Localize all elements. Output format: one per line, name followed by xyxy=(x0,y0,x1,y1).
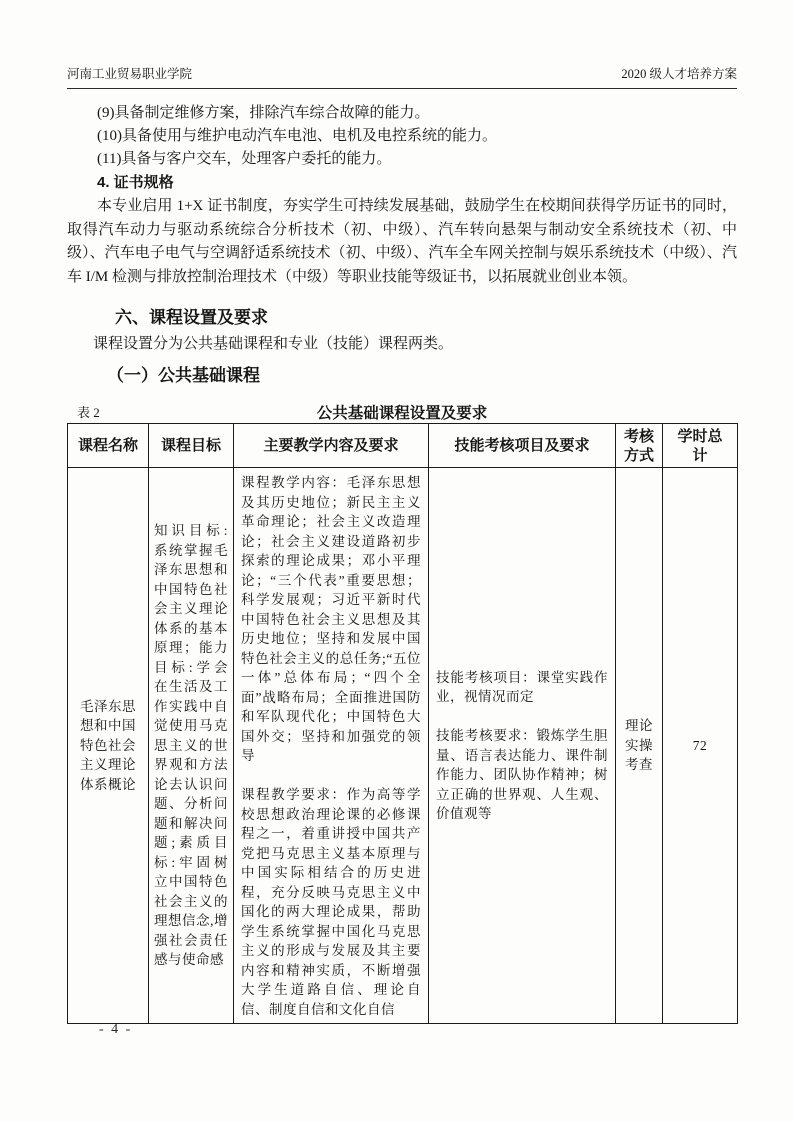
table-caption: 公共基础课程设置及要求 xyxy=(316,405,488,422)
column-header-assessment: 技能考核项目及要求 xyxy=(429,424,616,468)
page-header xyxy=(67,66,737,89)
table-row-mao-theory-course xyxy=(68,468,738,1024)
ability-item-11: (11)具备与客户交车，处理客户委托的能力。 xyxy=(97,151,392,167)
column-header-course-name: 课程名称 xyxy=(68,424,149,468)
table-caption-row xyxy=(67,401,737,422)
column-header-objectives: 课程目标 xyxy=(149,424,234,468)
ability-item-10: (10)具备使用与维护电动汽车电池、电机及电控系统的能力。 xyxy=(97,128,497,144)
cell-course-objectives: 知识目标:系统掌握毛泽东思想和中国特色社会主义理论体系的基本原理；能力目标:学会在生活及工作实践中自觉使用马克思主义的世界观和方法论去认识问题、分析问题和解决问题;素质目标:牢固树立中国特色社会主义的理想信念,增强社会责任感与使命感 xyxy=(149,468,234,1024)
cell-total-hours: 72 xyxy=(663,468,738,1024)
column-header-teaching-content: 主要教学内容及要求 xyxy=(234,424,429,468)
assessment-requirements-paragraph: 技能考核要求：锻炼学生胆量、语言表达能力、课件制作能力、团队协作精神；树立正确的世界观、人生观、价值观等 xyxy=(436,728,608,821)
course-requirements-table xyxy=(67,423,738,1024)
column-header-hours: 学时总计 xyxy=(663,424,738,468)
cell-teaching-content xyxy=(234,468,429,1024)
subsection-heading-public-basic: （一）公共基础课程 xyxy=(107,366,260,385)
header-school-name: 河南工业贸易职业学院 xyxy=(67,67,193,81)
cell-course-name: 毛泽东思想和中国特色社会主义理论体系概论 xyxy=(68,468,149,1024)
teaching-requirements-paragraph: 课程教学要求：作为高等学校思想政治理论课的必修课程之一，着重讲授中国共产党把马克思主义基本原理与中国实际相结合的历史进程，充分反映马克思主义中国化的两大理论成果，帮助学生系统掌握中国化马克思主义的形成与发展及其主要内容和精神实质，不断增强大学生道路自信、理论自信、制度自信和文化自信 xyxy=(241,787,421,1017)
table-header-row xyxy=(68,424,738,468)
ability-item-9: (9)具备制定维修方案，排除汽车综合故障的能力。 xyxy=(97,105,430,121)
section-heading-courses: 六、课程设置及要求 xyxy=(115,308,268,327)
column-header-method: 考核方式 xyxy=(616,424,663,468)
certificate-paragraph: 本专业启用 1+X 证书制度，夯实学生可持续发展基础，鼓励学生在校期间获得学历证书的同时，取得汽车动力与驱动系统综合分析技术（初、中级）、汽车转向悬架与制动安全系统技术（初、中级）、汽车电子电气与空调舒适系统技术（初、中级）、汽车全车网关控制与娱乐系统技术（中级）、汽车 I/M 检测与排放控制治理技术（中级）等职业技能等级证书，以拓展就业创业本领。 xyxy=(67,198,737,285)
teaching-content-paragraph: 课程教学内容：毛泽东思想及其历史地位；新民主主义革命理论；社会主义改造理论；社会主义建设道路初步探索的理论成果；邓小平理论；“三个代表”重要思想；科学发展观；习近平新时代中国特色社会主义思想及其历史地位；坚持和发展中国特色社会主义的总任务;“五位一体”总体布局；“四个全面”战略布局；全面推进国防和军队现代化；中国特色大国外交；坚持和加强党的领导 xyxy=(241,475,421,763)
assessment-items-paragraph: 技能考核项目：课堂实践作业，视情况而定 xyxy=(436,669,608,704)
cell-skill-assessment xyxy=(429,468,616,1024)
ability-item-list xyxy=(67,102,737,171)
certificate-heading: 4. 证书规格 xyxy=(97,174,174,191)
cell-assessment-method: 理论实操考查 xyxy=(616,468,663,1024)
section-intro: 课程设置分为公共基础课程和专业（技能）课程两类。 xyxy=(93,336,454,352)
table-number-label: 表 2 xyxy=(77,405,100,420)
header-doc-title: 2020 级人才培养方案 xyxy=(621,67,737,81)
page-number: - 4 - xyxy=(99,1022,133,1037)
